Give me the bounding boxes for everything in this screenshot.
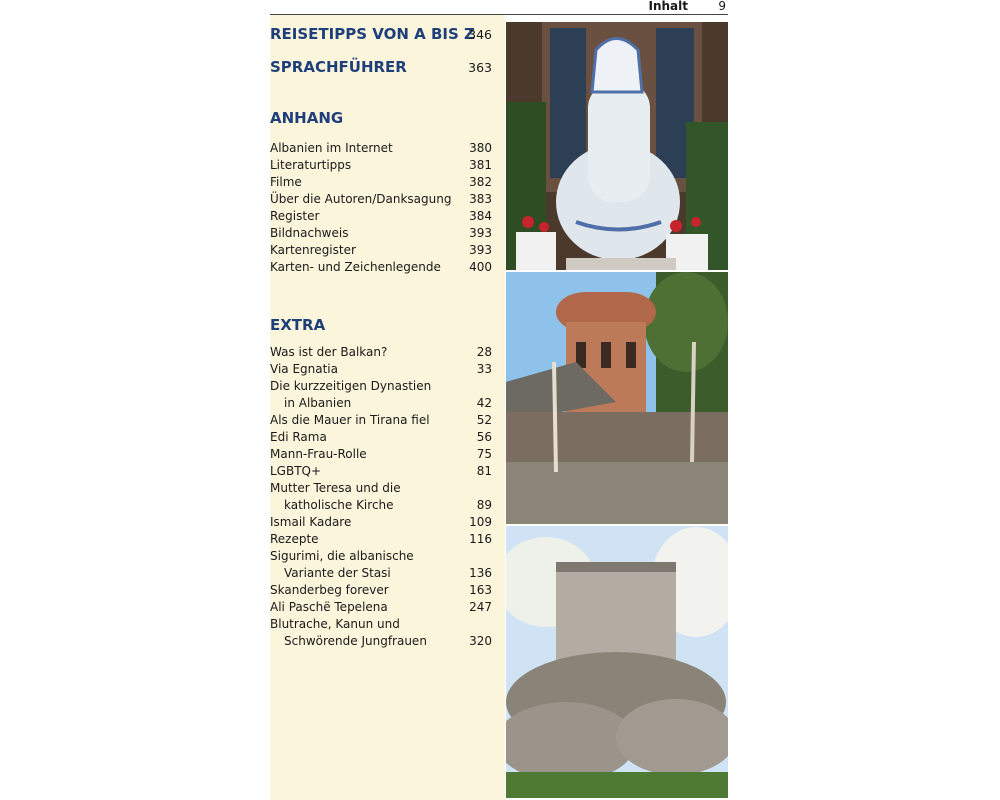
toc-entry-page: 380 xyxy=(469,141,492,155)
photo-mother-teresa-statue xyxy=(506,22,728,270)
toc-entry[interactable] xyxy=(270,497,500,514)
toc-entry-page: 393 xyxy=(469,243,492,257)
toc-entry-label: Skanderbeg forever xyxy=(270,583,389,597)
toc-heading-extra xyxy=(270,316,500,336)
toc-entry[interactable] xyxy=(270,463,500,480)
toc-entry-page: 400 xyxy=(469,260,492,274)
toc-entry[interactable] xyxy=(270,174,500,191)
toc-entry[interactable] xyxy=(270,412,500,429)
toc-heading-label: SPRACHFÜHRER xyxy=(270,58,407,76)
toc-entry[interactable] xyxy=(270,191,500,208)
toc-entry[interactable] xyxy=(270,531,500,548)
toc-heading-label: ANHANG xyxy=(270,109,344,127)
toc-heading-reisetipps[interactable] xyxy=(270,25,500,45)
toc-entry-label: Kartenregister xyxy=(270,243,356,257)
toc-entry-page: 393 xyxy=(469,226,492,240)
toc-entry[interactable] xyxy=(270,446,500,463)
toc-entry-label: Sigurimi, die albanische xyxy=(270,549,414,563)
toc-entry[interactable] xyxy=(270,599,500,616)
toc-entry[interactable] xyxy=(270,616,500,633)
toc-entry[interactable] xyxy=(270,259,500,276)
toc-entry-page: 52 xyxy=(476,413,492,427)
toc-entry-label: Ismail Kadare xyxy=(270,515,352,529)
toc-entry-page: 320 xyxy=(469,634,492,648)
toc-entry-label: Variante der Stasi xyxy=(284,566,391,580)
toc-entry[interactable] xyxy=(270,157,500,174)
toc-entry-page: 383 xyxy=(469,192,492,206)
toc-heading-label: EXTRA xyxy=(270,316,326,334)
toc-entry-label: Über die Autoren/Danksagung xyxy=(270,192,452,206)
toc-entry-page: 116 xyxy=(469,532,492,546)
toc-heading-page: 363 xyxy=(468,60,492,75)
toc-entry[interactable] xyxy=(270,548,500,565)
toc-entry[interactable] xyxy=(270,344,500,361)
toc-heading-label: REISETIPPS VON A BIS Z xyxy=(270,25,475,43)
header-section-title: Inhalt xyxy=(648,0,688,13)
toc-entry-label: Karten- und Zeichenlegende xyxy=(270,260,441,274)
toc-entry-label: Literaturtipps xyxy=(270,158,352,172)
toc-entry-label: Schwörende Jungfrauen xyxy=(284,634,427,648)
toc-entry-label: Die kurzzeitigen Dynastien xyxy=(270,379,432,393)
toc-entry[interactable] xyxy=(270,582,500,599)
toc-entry[interactable] xyxy=(270,242,500,259)
toc-entry[interactable] xyxy=(270,480,500,497)
toc-entry-label: Via Egnatia xyxy=(270,362,338,376)
toc-entry-page: 381 xyxy=(469,158,492,172)
toc-entry[interactable] xyxy=(270,633,500,650)
toc-entry-label: Mutter Teresa und die xyxy=(270,481,401,495)
toc-entry-label: Ali Paschë Tepelena xyxy=(270,600,388,614)
toc-entry[interactable] xyxy=(270,208,500,225)
toc-entry-page: 247 xyxy=(469,600,492,614)
toc-entry-page: 109 xyxy=(469,515,492,529)
toc-entry-page: 33 xyxy=(476,362,492,376)
photo-column xyxy=(506,22,728,798)
toc-entry-label: Rezepte xyxy=(270,532,319,546)
toc-entry-page: 81 xyxy=(476,464,492,478)
running-header xyxy=(270,0,728,15)
toc-entry[interactable] xyxy=(270,514,500,531)
photo-stone-tower-blossoms xyxy=(506,526,728,798)
toc-entry-label: katholische Kirche xyxy=(284,498,394,512)
toc-entry-page: 42 xyxy=(476,396,492,410)
toc-entry-page: 384 xyxy=(469,209,492,223)
header-page-number: 9 xyxy=(718,0,726,13)
toc-entry[interactable] xyxy=(270,140,500,157)
toc-entry-label: Blutrache, Kanun und xyxy=(270,617,400,631)
photo-byzantine-church xyxy=(506,272,728,524)
toc-entry-label: Mann-Frau-Rolle xyxy=(270,447,367,461)
toc-entry-label: Albanien im Internet xyxy=(270,141,393,155)
toc-entry-page: 89 xyxy=(476,498,492,512)
toc-entry-label: Bildnachweis xyxy=(270,226,349,240)
toc-entry[interactable] xyxy=(270,429,500,446)
toc-entry-page: 75 xyxy=(476,447,492,461)
toc-entry-page: 28 xyxy=(476,345,492,359)
toc-entry-label: Als die Mauer in Tirana fiel xyxy=(270,413,430,427)
toc-entry-label: LGBTQ+ xyxy=(270,464,322,478)
toc-entry[interactable] xyxy=(270,378,500,395)
toc-entry[interactable] xyxy=(270,361,500,378)
toc-entry-label: Register xyxy=(270,209,320,223)
toc-entry-label: Was ist der Balkan? xyxy=(270,345,388,359)
toc-entry[interactable] xyxy=(270,565,500,582)
table-of-contents xyxy=(270,15,505,800)
toc-entry[interactable] xyxy=(270,395,500,412)
toc-entry-page: 163 xyxy=(469,583,492,597)
toc-entry-page: 56 xyxy=(476,430,492,444)
toc-entry-page: 136 xyxy=(469,566,492,580)
toc-entry-label: Edi Rama xyxy=(270,430,327,444)
toc-heading-sprachfuehrer[interactable] xyxy=(270,58,500,78)
toc-heading-anhang xyxy=(270,109,500,129)
toc-entry[interactable] xyxy=(270,225,500,242)
toc-entry-label: Filme xyxy=(270,175,302,189)
toc-heading-page: 346 xyxy=(468,27,492,42)
toc-entry-page: 382 xyxy=(469,175,492,189)
toc-entry-label: in Albanien xyxy=(284,396,352,410)
